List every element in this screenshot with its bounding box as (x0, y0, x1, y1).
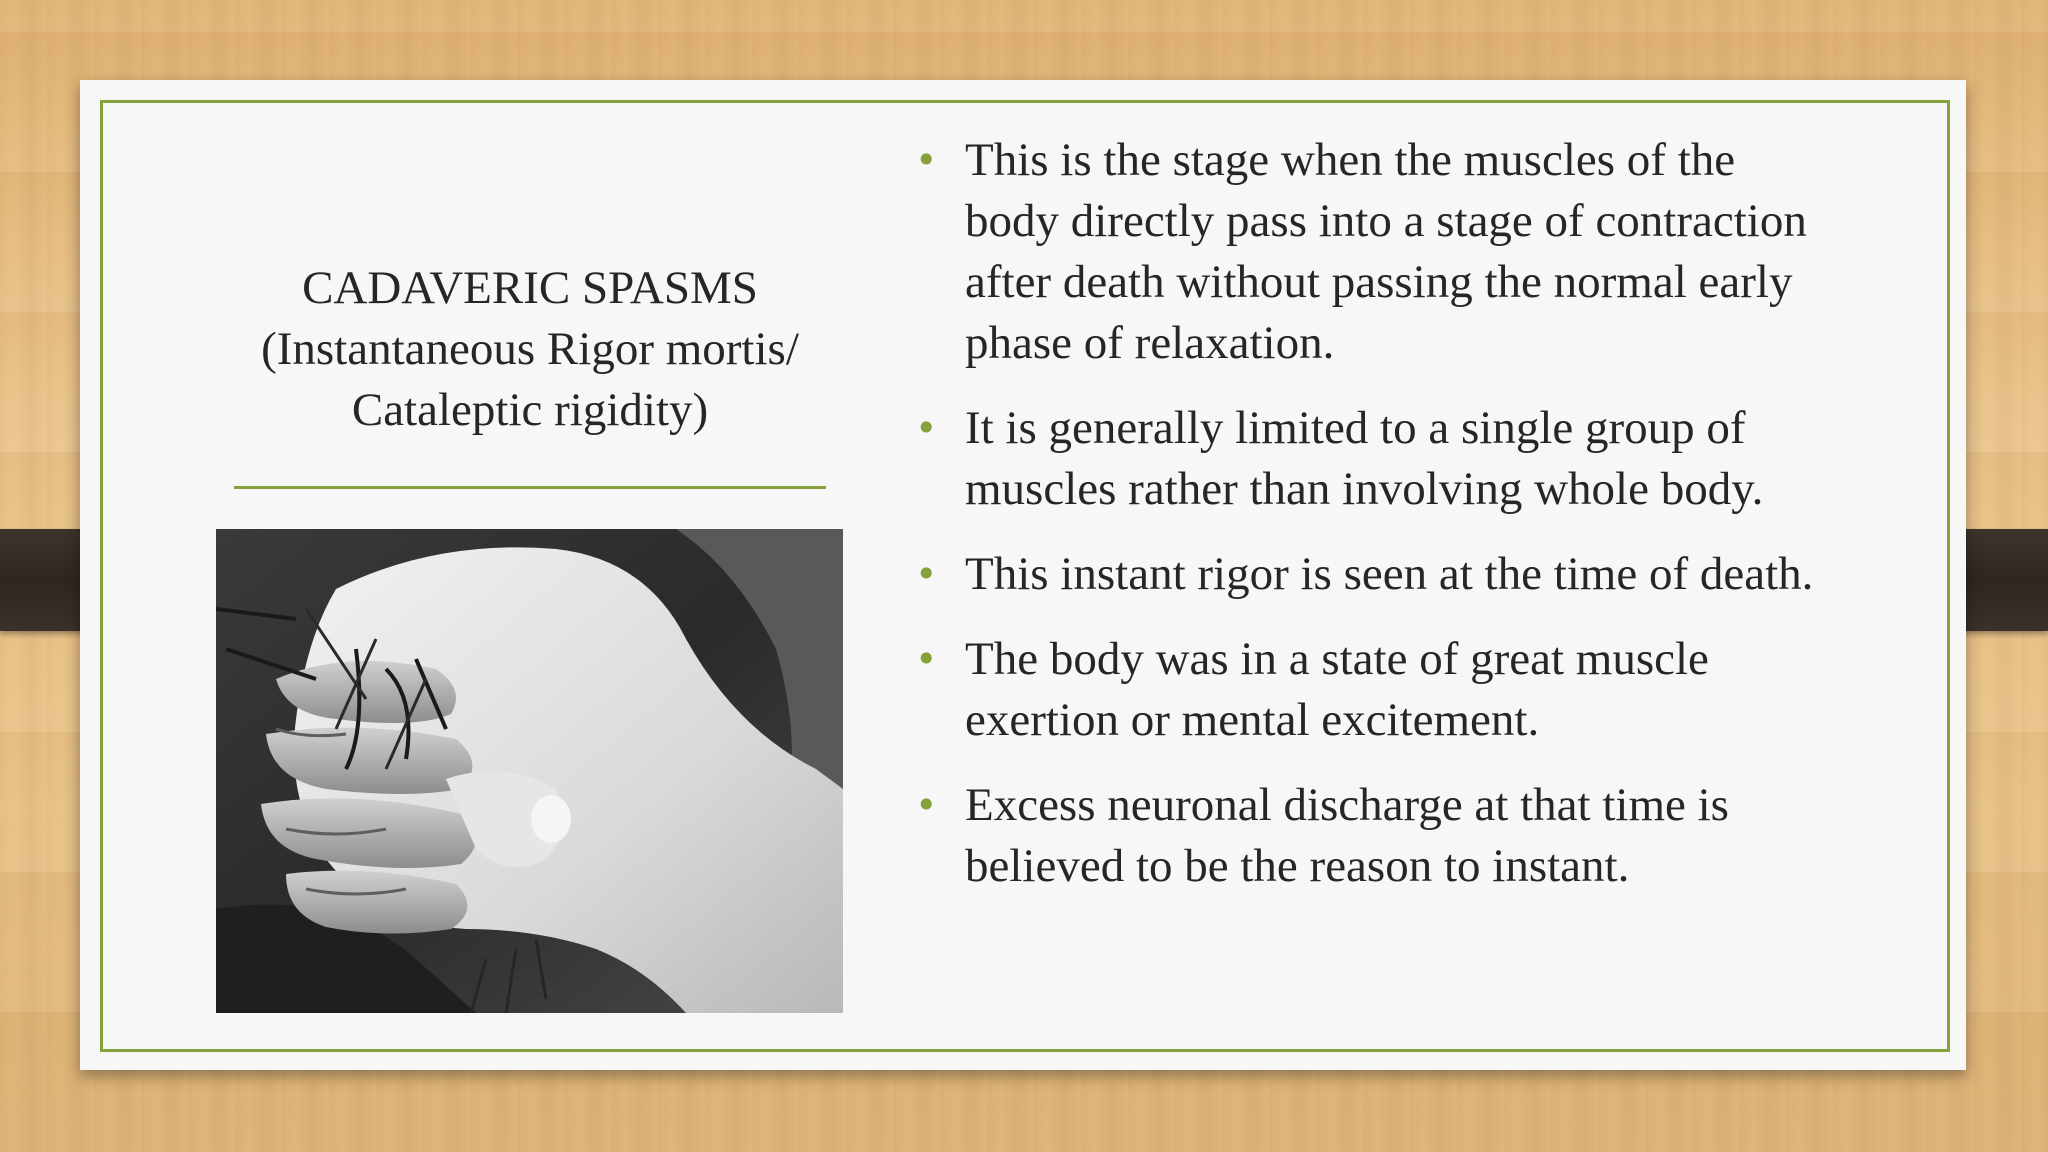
bullet-line: body directly pass into a stage of contraction (965, 195, 1807, 247)
bullet-item (915, 775, 1915, 897)
bullet-marker: • (915, 406, 938, 450)
bullet-marker: • (915, 552, 938, 596)
bullet-line: It is generally limited to a single group of (965, 402, 1746, 454)
bullet-item (915, 544, 1915, 605)
bullet-line: after death without passing the normal early (965, 256, 1793, 308)
title-divider (234, 486, 826, 489)
title-line: Cataleptic rigidity) (351, 384, 709, 436)
bullet-marker: • (915, 783, 938, 827)
bullet-line: This instant rigor is seen at the time of death. (965, 548, 1814, 600)
bullet-line: The body was in a state of great muscle (965, 633, 1709, 685)
bullet-item (915, 130, 1915, 374)
bullet-line: phase of relaxation. (965, 317, 1335, 369)
bullet-line: Excess neuronal discharge at that time is (965, 779, 1729, 831)
title-line: (Instantaneous Rigor mortis/ (261, 323, 799, 375)
bullet-item (915, 398, 1915, 520)
bullet-marker: • (915, 138, 938, 182)
bullet-line: exertion or mental excitement. (965, 694, 1540, 746)
bullet-list (915, 130, 1915, 921)
bullet-line: believed to be the reason to instant. (965, 840, 1630, 892)
title-line: CADAVERIC SPASMS (302, 262, 758, 314)
bullet-line: muscles rather than involving whole body. (965, 463, 1764, 515)
bullet-marker: • (915, 637, 938, 681)
clenched-hand-photo (216, 529, 843, 1013)
bullet-item (915, 629, 1915, 751)
slide-title (200, 258, 860, 441)
bullet-line: This is the stage when the muscles of the (965, 134, 1736, 186)
